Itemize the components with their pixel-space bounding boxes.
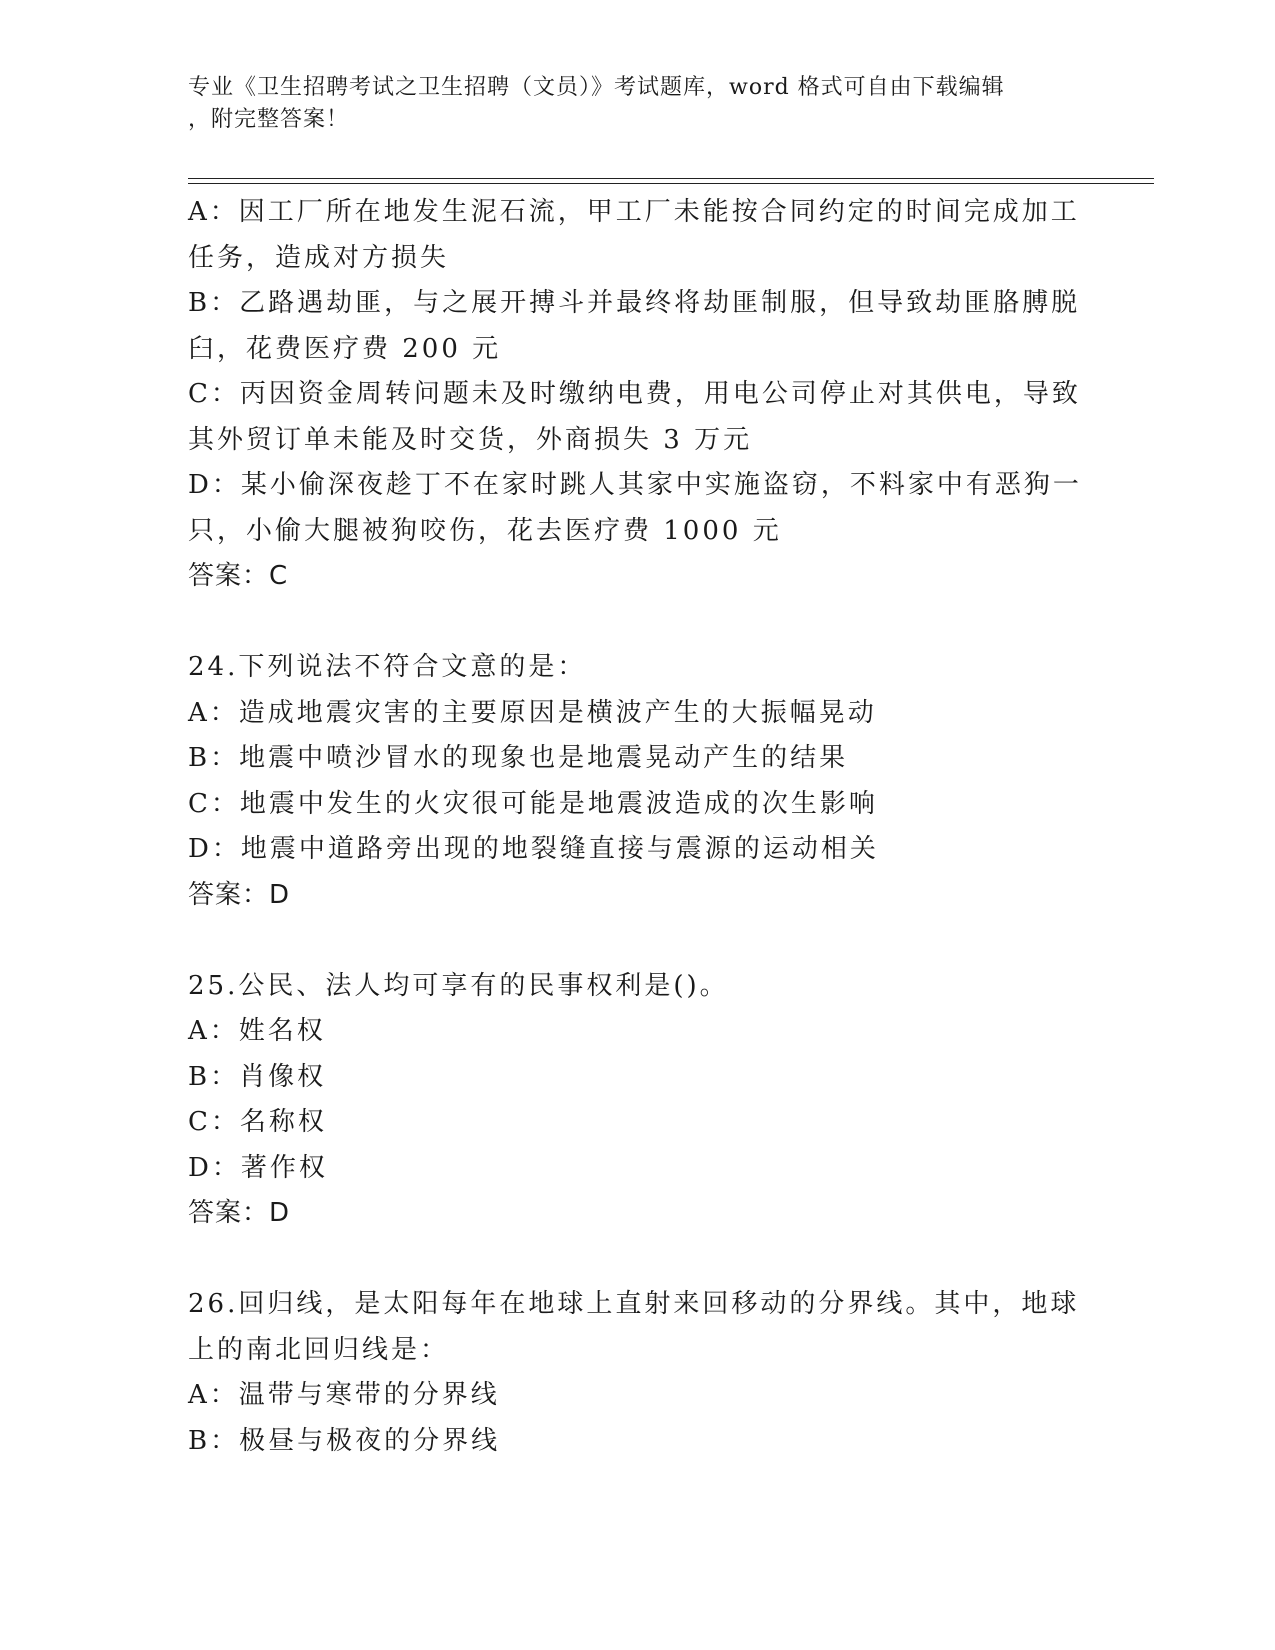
header-line-2: ，附完整答案！ [188, 107, 350, 132]
question-stem: 25.公民、法人均可享有的民事权利是()。 [188, 970, 729, 1001]
header-divider-bottom [188, 183, 1154, 184]
option-d-line-1: D：某小偷深夜趁丁不在家时跳人其家中实施盗窃，不料家中有恶狗一 [188, 470, 1082, 500]
header-line-1: 专业《卫生招聘考试之卫生招聘（文员）》考试题库，word 格式可自由下载编辑 [188, 75, 1005, 100]
question-23 [188, 190, 1088, 600]
option-d: D：著作权 [188, 1152, 328, 1183]
answer-line: 答案：D [188, 879, 291, 910]
question-25 [188, 964, 1088, 1237]
option-b-line-2: 臼，花费医疗费 200 元 [188, 333, 502, 364]
question-24 [188, 645, 1088, 918]
option-a: A：造成地震灾害的主要原因是横波产生的大振幅晃动 [188, 697, 877, 728]
option-a-line-1: A：因工厂所在地发生泥石流，甲工厂未能按合同约定的时间完成加工 [188, 197, 1080, 227]
option-b: B：地震中喷沙冒水的现象也是地震晃动产生的结果 [188, 743, 849, 773]
option-c-line-2: 其外贸订单未能及时交货，外商损失 3 万元 [188, 424, 753, 455]
question-stem: 24.下列说法不符合文意的是： [188, 652, 587, 682]
option-d-line-2: 只，小偷大腿被狗咬伤，花去医疗费 1000 元 [188, 515, 782, 546]
option-b-line-1: B：乙路遇劫匪，与之展开搏斗并最终将劫匪制服，但导致劫匪胳膊脱 [188, 288, 1081, 318]
spacer [188, 918, 1088, 964]
option-b: B：肖像权 [188, 1061, 327, 1092]
spacer [188, 1237, 1088, 1283]
question-stem-line-2: 上的南北回归线是： [188, 1334, 450, 1365]
option-a: A：温带与寒带的分界线 [188, 1380, 500, 1410]
option-a: A：姓名权 [188, 1016, 326, 1046]
option-d: D：地震中道路旁出现的地裂缝直接与震源的运动相关 [188, 834, 879, 864]
header-divider-top [188, 178, 1154, 179]
answer-line: 答案：D [188, 1198, 291, 1228]
option-c-line-1: C：丙因资金周转问题未及时缴纳电费，用电公司停止对其供电，导致 [188, 379, 1081, 409]
question-stem-line-1: 26.回归线，是太阳每年在地球上直射来回移动的分界线。其中，地球 [188, 1289, 1080, 1319]
spacer [188, 600, 1088, 646]
option-b: B：极昼与极夜的分界线 [188, 1425, 501, 1456]
document-header [188, 72, 1068, 136]
option-a-line-2: 任务，造成对方损失 [188, 242, 450, 273]
answer-line: 答案：C [188, 561, 289, 591]
option-c: C：名称权 [188, 1107, 327, 1137]
question-list [188, 190, 1088, 1464]
question-26 [188, 1282, 1088, 1464]
option-c: C：地震中发生的火灾很可能是地震波造成的次生影响 [188, 788, 878, 819]
